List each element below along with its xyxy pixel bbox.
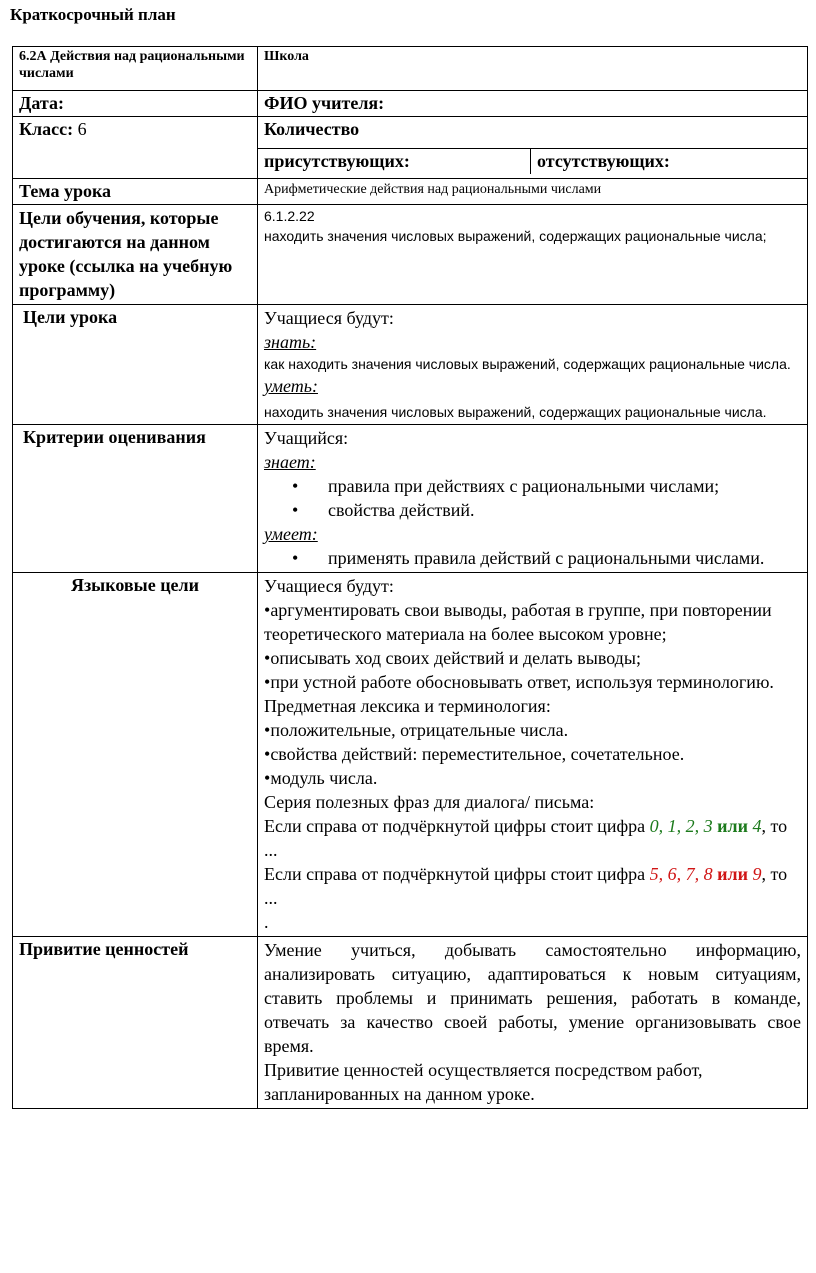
class-value: 6	[73, 119, 87, 139]
bullet-icon: •	[264, 720, 271, 740]
language-label-text: Языковые цели	[70, 575, 200, 595]
bullet-icon: •	[292, 500, 299, 520]
language-item-text: аргументировать свои выводы, работая в группе, при повторении теоретического материала на более высоком уровне;	[264, 600, 772, 644]
section-cell	[13, 47, 258, 91]
row-criteria	[13, 425, 808, 573]
language-item-text: описывать ход своих действий и делать выводы;	[270, 648, 641, 668]
date-label: Дата:	[19, 93, 64, 113]
lesson-goals-cell	[258, 305, 808, 425]
attendance-cell	[258, 117, 808, 179]
teacher-label: ФИО учителя:	[264, 93, 385, 113]
can-text: находить значения числовых выражений, содержащих рациональные числа.	[264, 404, 767, 420]
phrase-text: Если справа от подчёркнутой цифры стоит цифра	[264, 864, 650, 884]
values-cell	[258, 937, 808, 1109]
phrase-text: Если справа от подчёркнутой цифры стоит цифра	[264, 816, 650, 836]
phrase-round-down	[264, 814, 801, 862]
learning-goals-label-text: Цели обучения, которые достигаются на данном уроке (ссылка на учебную программу)	[19, 208, 233, 300]
language-cell	[258, 573, 808, 937]
criteria-cell	[258, 425, 808, 573]
vocab-label: Предметная лексика и терминология:	[264, 696, 551, 716]
phrase-end: , то ...	[264, 864, 788, 908]
can-item-text: применять правила действий с рациональными числами.	[328, 548, 765, 568]
vocab-item	[264, 718, 801, 742]
phrase-digit-last: 4	[752, 816, 762, 836]
phrase-or: или	[712, 816, 753, 836]
phrases-label: Серия полезных фраз для диалога/ письма:	[264, 792, 595, 812]
document-title: Краткосрочный план	[10, 5, 176, 24]
topic-value: Арифметические действия над рациональными числами	[258, 179, 808, 205]
lesson-goals-intro: Учащиеся будут:	[264, 308, 394, 328]
row-class	[13, 117, 808, 179]
know-text: как находить значения числовых выражений, содержащих рациональные числа.	[264, 356, 791, 372]
values-paragraph: Умение учиться, добывать самостоятельно информацию, анализировать ситуацию, адаптироваться к новым ситуациям, ставить проблемы и принимать решения, работать в команде, отвечать за качество своей работы, умение организовывать свое время.	[264, 940, 801, 1056]
bullet-icon: •	[264, 768, 271, 788]
knows-item	[264, 498, 801, 522]
vocab-item-text: положительные, отрицательные числа.	[270, 720, 569, 740]
values-paragraph-2: Привитие ценностей осуществляется посредством работ, запланированных на данном уроке.	[264, 1060, 703, 1104]
language-intro: Учащиеся будут:	[264, 576, 394, 596]
values-label	[13, 937, 258, 1109]
language-item-text: при устной работе обосновывать ответ, используя терминологию.	[270, 672, 774, 692]
learning-goals-cell	[258, 205, 808, 305]
vocab-item	[264, 766, 801, 790]
phrase-end: , то ...	[264, 816, 788, 860]
row-date	[13, 91, 808, 117]
phrase-digits: 0, 1, 2, 3	[649, 816, 713, 836]
can-label: уметь:	[264, 376, 318, 396]
values-label-text: Привитие ценностей	[19, 939, 189, 959]
vocab-item-text: модуль числа.	[270, 768, 378, 788]
vocab-item-text: свойства действий: переместительное, сочетательное.	[270, 744, 685, 764]
lesson-plan-table	[12, 46, 808, 1109]
quantity-label: Количество	[264, 119, 360, 139]
can-label: умеет:	[264, 524, 318, 544]
bullet-icon: •	[264, 672, 271, 692]
attendance-subtable	[258, 148, 807, 174]
bullet-icon: •	[264, 600, 271, 620]
vocab-item	[264, 742, 801, 766]
criteria-label-text: Критерии оценивания	[23, 427, 206, 447]
bullet-icon: •	[264, 744, 271, 764]
section-title: 6.2А Действия над рациональными числами	[19, 49, 245, 81]
knows-item	[264, 474, 801, 498]
knows-item-text: свойства действий.	[328, 500, 475, 520]
row-language	[13, 573, 808, 937]
knows-label: знает:	[264, 452, 316, 472]
criteria-intro: Учащийся:	[264, 428, 349, 448]
row-topic	[13, 179, 808, 205]
class-cell	[13, 117, 258, 179]
learning-goals-label	[13, 205, 258, 305]
know-label: знать:	[264, 332, 317, 352]
class-label: Класс:	[19, 119, 74, 139]
phrase-or: или	[712, 864, 753, 884]
phrase-digits: 5, 6, 7, 8	[649, 864, 713, 884]
lesson-goals-label	[13, 305, 258, 425]
learning-goals-code: 6.1.2.22	[264, 208, 315, 224]
school-cell	[258, 47, 808, 91]
row-values	[13, 937, 808, 1109]
row-lesson-goals	[13, 305, 808, 425]
topic-label: Тема урока	[13, 179, 258, 205]
phrase-round-up	[264, 862, 801, 910]
knows-item-text: правила при действиях с рациональными числами;	[328, 476, 720, 496]
present-label: присутствующих:	[258, 149, 531, 175]
date-cell	[13, 91, 258, 117]
school-label: Школа	[264, 49, 309, 64]
learning-goals-text: находить значения числовых выражений, содержащих рациональные числа;	[264, 228, 767, 244]
teacher-cell	[258, 91, 808, 117]
phrase-digit-last: 9	[752, 864, 762, 884]
bullet-icon: •	[292, 476, 299, 496]
row-section	[13, 47, 808, 91]
language-label	[13, 573, 258, 937]
language-item	[264, 598, 801, 646]
bullet-icon: •	[264, 648, 271, 668]
lesson-goals-label-text: Цели урока	[23, 307, 118, 327]
row-learning-goals	[13, 205, 808, 305]
language-item	[264, 670, 801, 694]
bullet-icon: •	[292, 548, 299, 568]
can-item	[264, 546, 801, 570]
criteria-label	[13, 425, 258, 573]
absent-label: отсутствующих:	[531, 149, 808, 175]
language-item	[264, 646, 801, 670]
trailing-dot: .	[264, 912, 269, 932]
